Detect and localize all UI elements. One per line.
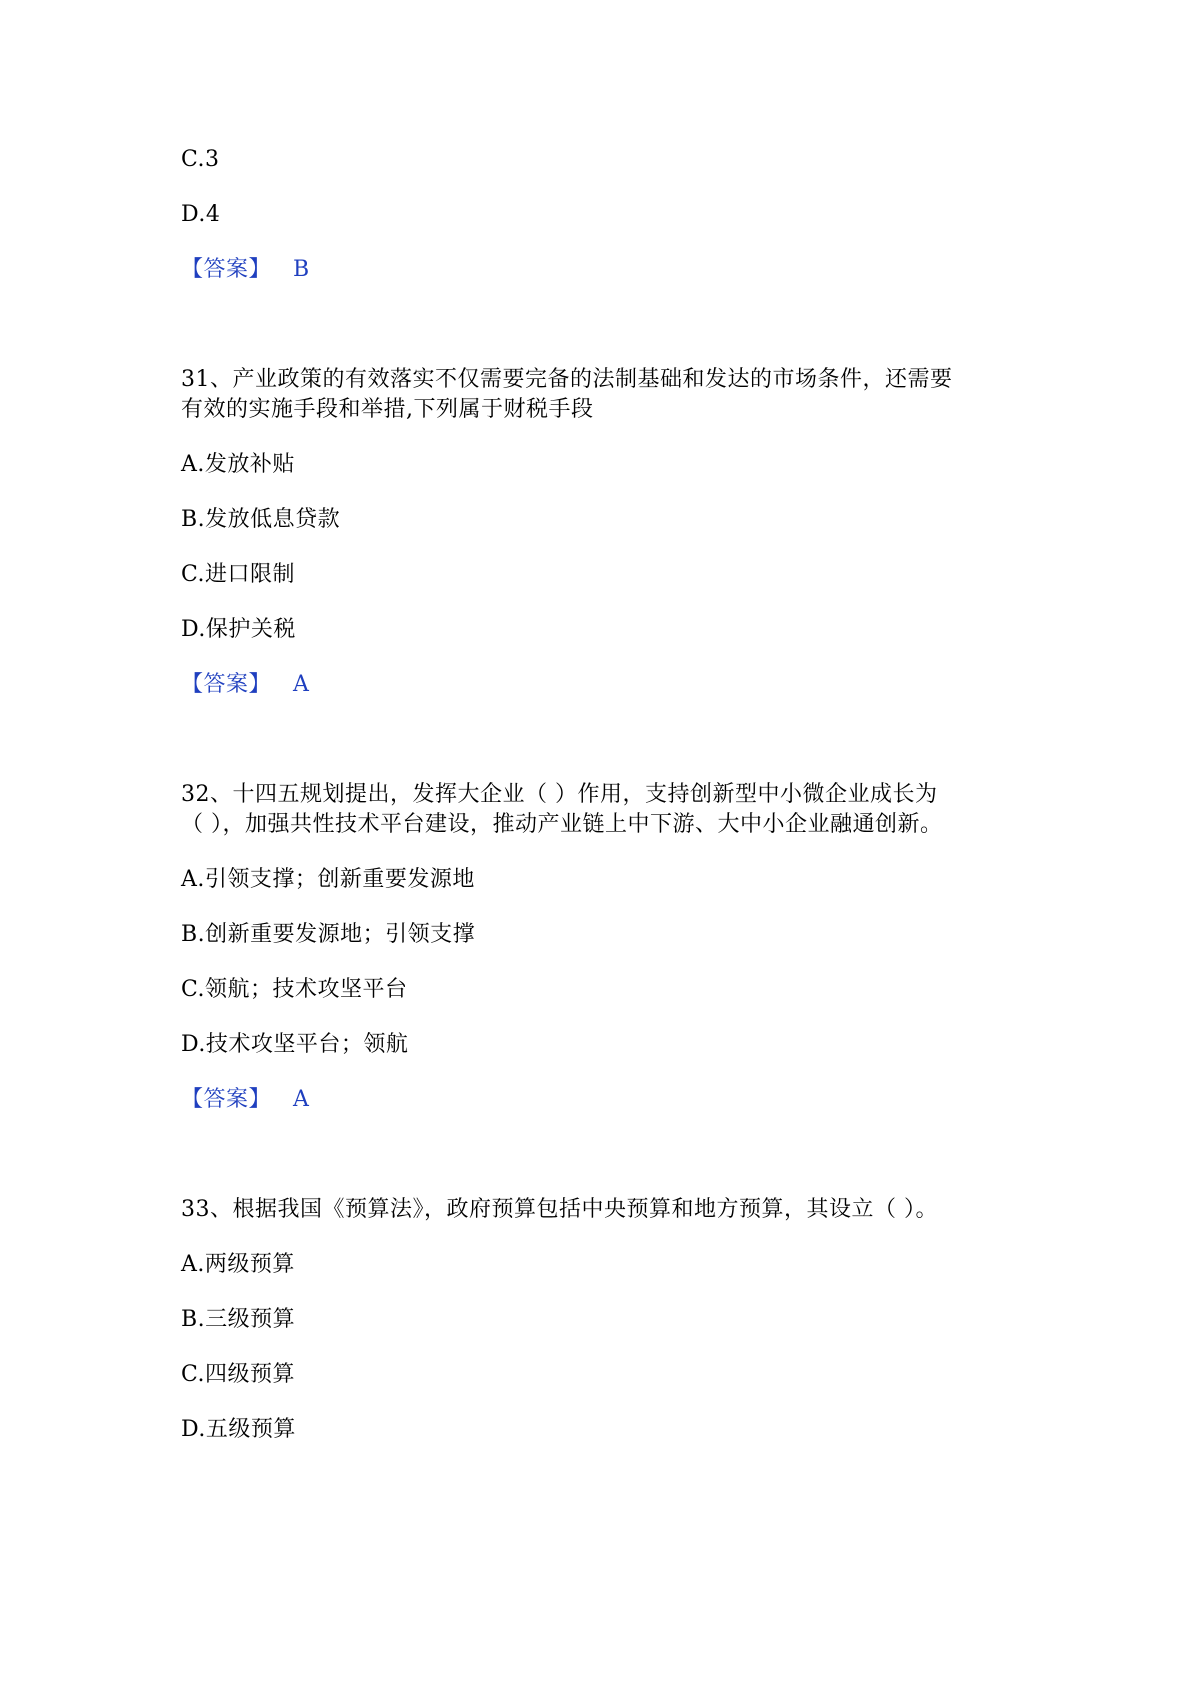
q33-stem-line1: 33、根据我国《预算法》，政府预算包括中央预算和地方预算，其设立（ ）。	[181, 1197, 938, 1222]
q31-option-c: C.进口限制	[181, 562, 296, 587]
q33-option-b: B.三级预算	[181, 1307, 296, 1332]
q33-option-c: C.四级预算	[181, 1362, 296, 1387]
q32-option-c: C.领航；技术攻坚平台	[181, 977, 408, 1002]
q32-stem-line1: 32、十四五规划提出，发挥大企业（ ）作用，支持创新型中小微企业成长为	[181, 782, 938, 807]
prev-option-d: D.4	[181, 202, 221, 227]
q31-answer	[181, 670, 309, 700]
q31-option-a: A.发放补贴	[181, 452, 295, 477]
q32-option-d: D.技术攻坚平台；领航	[181, 1032, 409, 1057]
answer-value: A	[293, 672, 310, 697]
q33-option-a: A.两级预算	[181, 1252, 295, 1277]
answer-label: 【答案】	[181, 1087, 272, 1112]
q32-option-b: B.创新重要发源地；引领支撑	[181, 922, 476, 947]
prev-answer	[181, 255, 310, 285]
q32-answer	[181, 1085, 309, 1115]
answer-label: 【答案】	[181, 672, 272, 697]
q33-option-d: D.五级预算	[181, 1417, 296, 1442]
prev-option-c-text: C.3	[181, 147, 220, 172]
answer-value: B	[293, 257, 310, 282]
q31-stem-line2: 有效的实施手段和举措,下列属于财税手段	[181, 397, 594, 422]
answer-label: 【答案】	[181, 257, 272, 282]
q31-stem-line1: 31、产业政策的有效落实不仅需要完备的法制基础和发达的市场条件，还需要	[181, 367, 953, 392]
answer-value: A	[293, 1087, 310, 1112]
q32-option-a: A.引领支撑；创新重要发源地	[181, 867, 475, 892]
q32-stem-line2: （ ），加强共性技术平台建设，推动产业链上中下游、大中小企业融通创新。	[181, 812, 943, 837]
q31-option-d: D.保护关税	[181, 617, 296, 642]
q31-option-b: B.发放低息贷款	[181, 507, 341, 532]
